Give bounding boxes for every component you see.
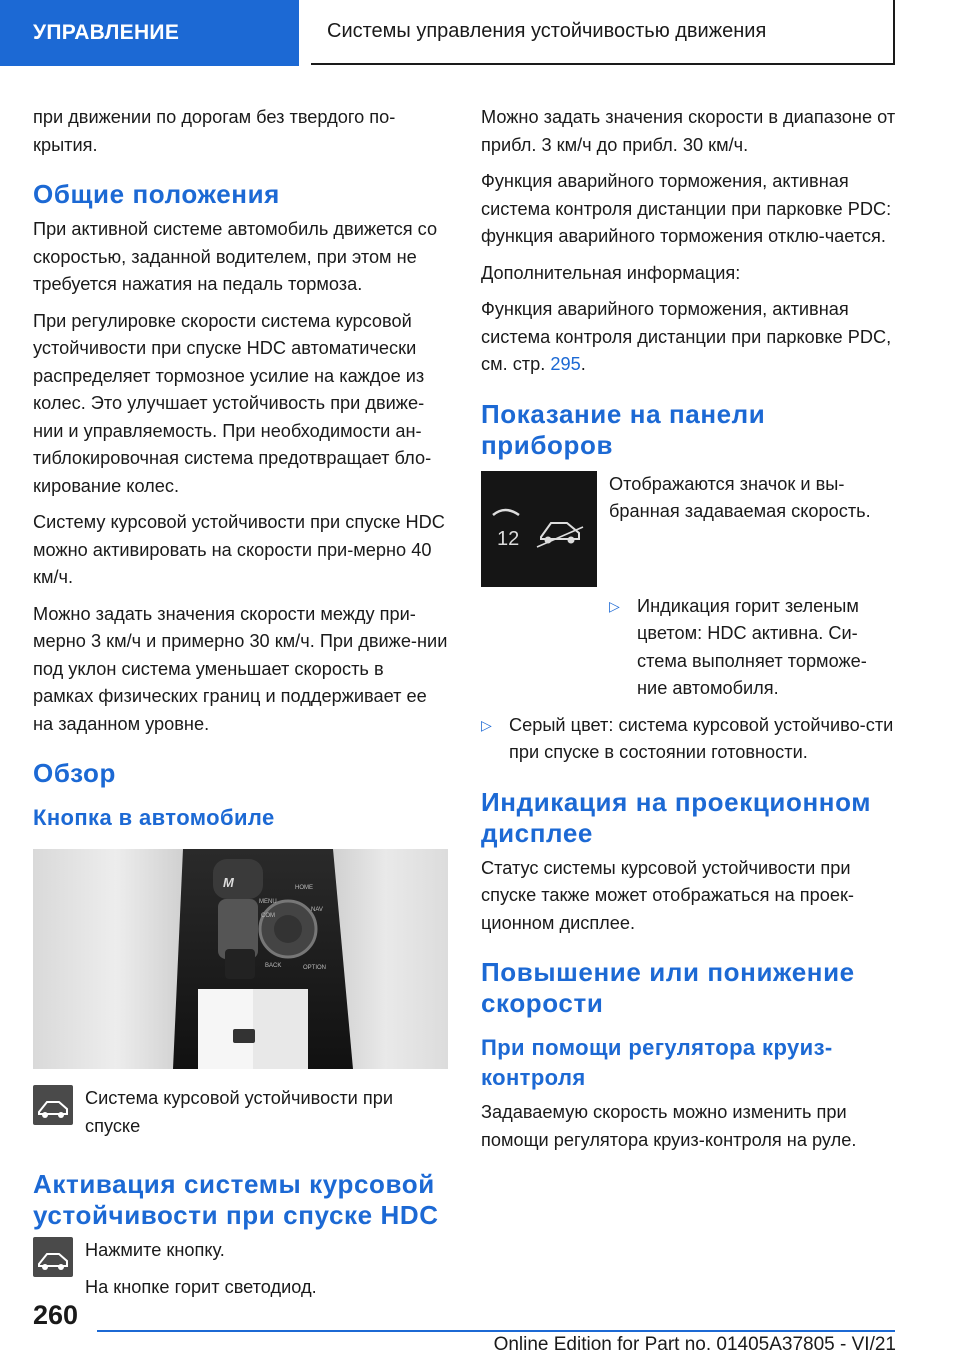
- general-paragraph-3: Систему курсовой устойчивости при спуске HDC можно активировать на скорости при-мерно 40 км/ч.: [33, 512, 445, 587]
- activation-paragraph-1: Нажмите кнопку.: [85, 1240, 225, 1260]
- hud-paragraph: Статус системы курсовой устойчивости при спуске также может отображаться на проек-ционном дисплее.: [481, 857, 854, 933]
- hdc-button-caption: [33, 1085, 448, 1149]
- back-label: BACK: [265, 963, 282, 969]
- hud-heading: Индикация на проекционном дисплее: [481, 786, 872, 848]
- section-tab: УПРАВЛЕНИЕ: [0, 0, 299, 66]
- intro-paragraph: при движении по дорогам без твердого по-крытия.: [33, 107, 396, 155]
- right-paragraph-1: Можно задать значения скорости в диапазоне от прибл. 3 км/ч до прибл. 30 км/ч.: [481, 107, 896, 155]
- m-logo: M: [223, 875, 234, 890]
- com-label: COM: [261, 913, 275, 919]
- general-heading: Общие положения: [33, 179, 280, 209]
- display-paragraph: Отображаются значок и вы-бранная задаваемая скорость.: [609, 473, 871, 521]
- left-column: [33, 104, 448, 1318]
- general-paragraph-4: Можно задать значения скорости между при-мерно 3 км/ч и примерно 30 км/ч. При движе-нии под уклон система уменьшает скорость в рамках физических границ и поддерживает ее на заданном уровне.: [33, 603, 448, 734]
- nav-label: NAV: [311, 907, 323, 913]
- overview-heading: Обзор: [33, 758, 116, 788]
- bullet-indent: [481, 593, 896, 703]
- center-console-photo: [33, 849, 448, 1069]
- general-paragraph-1: При активной системе автомобиль движется со скоростью, заданной водителем, при этом не требуется нажатия на педаль тормоза.: [33, 219, 438, 294]
- hdc-car-icon: [33, 1085, 73, 1125]
- button-caption: Система курсовой устойчивости при спуске: [85, 1088, 394, 1136]
- button-subheading: Кнопка в автомобиле: [33, 805, 275, 830]
- chapter-title: Системы управления устойчивостью движения: [311, 0, 895, 65]
- edition-note: Online Edition for Part no. 01405A37805 - VI/21: [493, 1334, 896, 1355]
- center-console-illustration: [33, 849, 448, 1069]
- activation-heading: Активация системы курсовой устойчивости при спуске HDC: [33, 1169, 439, 1230]
- right-paragraph-4: Функция аварийного торможения, активная система контроля дистанции при парковке PDC, см. стр. 295.: [481, 299, 892, 374]
- cruise-subheading: При помощи регулятора круиз-контроля: [481, 1035, 833, 1090]
- bullet-triangle-icon: ▷: [481, 716, 492, 733]
- dashboard-display-block: [481, 471, 896, 587]
- general-paragraph-2: При регулировке скорости система курсовой устойчивости при спуске HDC автоматически распределяет тормозное усилие на каждое из колес. Это улучшает устойчивость при движе-нии и управляемость. При необходимости ан-тиблокировочная система предотвращает бло-кирование колес.: [33, 310, 432, 496]
- bullet-green: ▷ Индикация горит зеленым цветом: HDC активна. Си-стема выполняет торможе-ние автомобиля.: [609, 593, 896, 703]
- footer-divider: [97, 1330, 895, 1332]
- right-column: [481, 104, 896, 1163]
- right-paragraph-3: Дополнительная информация:: [481, 262, 741, 283]
- right-paragraph-2: Функция аварийного торможения, активная система контроля дистанции при парковке PDC: функция аварийного торможения отклю-чается.: [481, 171, 892, 246]
- page-number: 260: [33, 1300, 79, 1330]
- bullet-triangle-icon: ▷: [609, 597, 620, 614]
- cruise-paragraph: Задаваемую скорость можно изменить при помощи регулятора круиз-контроля на руле.: [481, 1102, 857, 1150]
- page-reference-link[interactable]: 295: [550, 354, 581, 374]
- activation-paragraph-2: На кнопке горит светодиод.: [85, 1276, 317, 1297]
- option-label: OPTION: [303, 965, 327, 971]
- instrument-cluster-image: [481, 471, 597, 587]
- hdc-button-icon: [33, 1237, 73, 1277]
- home-label: HOME: [295, 885, 313, 891]
- set-speed-value: 12: [497, 527, 520, 550]
- speed-heading: Повышение или понижение скорости: [481, 957, 855, 1018]
- menu-label: MENU: [259, 899, 277, 905]
- bullet-grey: ▷ Серый цвет: система курсовой устойчиво-сти при спуске в состоянии готовности.: [481, 712, 896, 767]
- activation-block: [33, 1237, 448, 1310]
- display-heading: Показание на панели приборов: [481, 398, 766, 460]
